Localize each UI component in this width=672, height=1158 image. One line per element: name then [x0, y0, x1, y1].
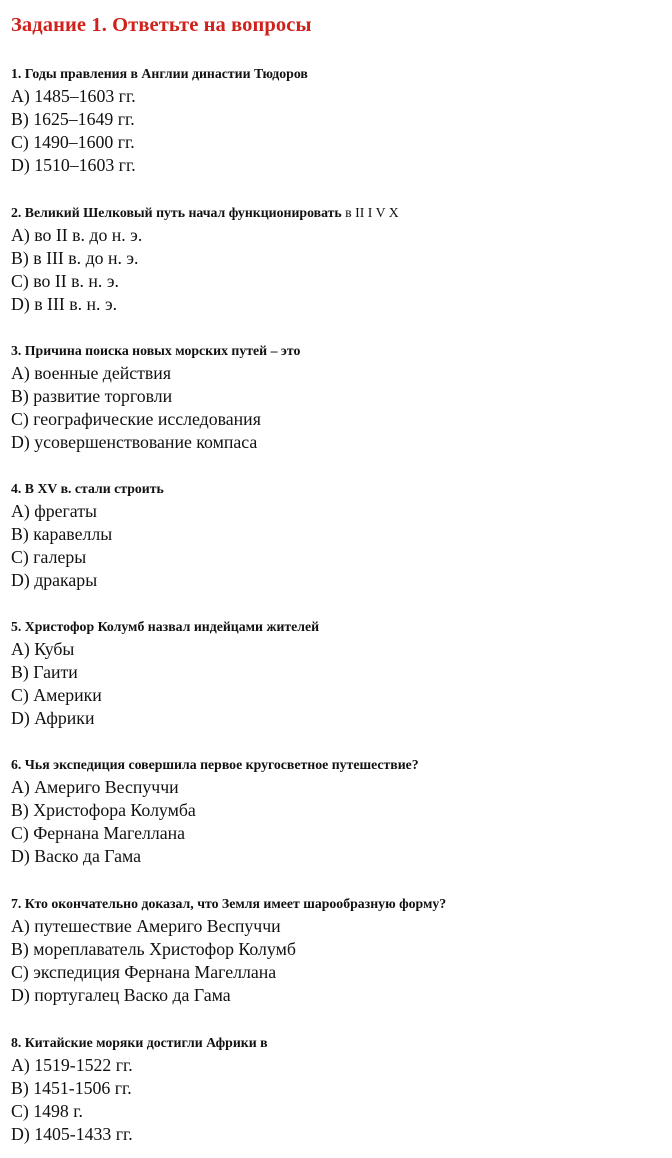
page-title: Задание 1. Ответьте на вопросы: [11, 14, 312, 36]
option-d: D) 1510–1603 гг.: [11, 155, 136, 175]
option-a: A) 1519-1522 гг.: [11, 1055, 133, 1075]
option-a: A) 1485–1603 гг.: [11, 86, 136, 106]
question-1: [11, 62, 672, 177]
option-a: A) фрегаты: [11, 501, 97, 521]
question-text: 1. Годы правления в Англии династии Тюдоров: [11, 66, 308, 81]
option-b: B) 1451-1506 гг.: [11, 1078, 132, 1098]
option-b: B) 1625–1649 гг.: [11, 109, 135, 129]
question-7: [11, 892, 672, 1007]
option-d: D) Васко да Гама: [11, 846, 142, 866]
option-c: C) Америки: [11, 685, 102, 705]
option-b: B) в III в. до н. э.: [11, 248, 139, 268]
option-b: B) мореплаватель Христофор Колумб: [11, 939, 296, 959]
question-3: [11, 339, 672, 454]
option-c: C) географические исследования: [11, 409, 261, 429]
option-a: A) путешествие Америго Веспуччи: [11, 916, 281, 936]
option-c: C) во II в. н. э.: [11, 271, 119, 291]
question-text: 5. Христофор Колумб назвал индейцами жителей: [11, 619, 320, 634]
option-c: C) галеры: [11, 547, 87, 567]
option-c: C) 1490–1600 гг.: [11, 132, 135, 152]
question-8: [11, 1031, 672, 1146]
question-6: [11, 753, 672, 868]
option-c: C) экспедиция Фернана Магеллана: [11, 962, 277, 982]
option-d: D) португалец Васко да Гама: [11, 985, 231, 1005]
option-a: A) Кубы: [11, 639, 75, 659]
option-b: B) Гаити: [11, 662, 78, 682]
option-d: D) Африки: [11, 708, 95, 728]
option-d: D) усовершенствование компаса: [11, 432, 258, 452]
option-c: C) Фернана Магеллана: [11, 823, 186, 843]
option-b: B) каравеллы: [11, 524, 113, 544]
option-d: D) дракары: [11, 570, 98, 590]
option-a: A) Америго Веспуччи: [11, 777, 179, 797]
question-text: 3. Причина поиска новых морских путей – это: [11, 343, 301, 358]
question-text: 8. Китайские моряки достигли Африки в: [11, 1035, 268, 1050]
option-d: D) 1405-1433 гг.: [11, 1124, 133, 1144]
option-c: C) 1498 г.: [11, 1101, 83, 1121]
question-2: [11, 201, 672, 316]
question-text: 4. В XV в. стали строить: [11, 481, 164, 496]
option-d: D) в III в. н. э.: [11, 294, 118, 314]
question-text: 7. Кто окончательно доказал, что Земля имеет шарообразную форму?: [11, 896, 447, 911]
question-text: 6. Чья экспедиция совершила первое кругосветное путешествие?: [11, 757, 419, 772]
option-b: B) развитие торговли: [11, 386, 173, 406]
question-4: [11, 477, 672, 592]
question-text: 2. Великий Шелковый путь начал функционировать в II I V X: [11, 205, 399, 220]
option-a: A) во II в. до н. э.: [11, 225, 143, 245]
question-5: [11, 615, 672, 730]
option-b: B) Христофора Колумба: [11, 800, 196, 820]
option-a: A) военные действия: [11, 363, 172, 383]
